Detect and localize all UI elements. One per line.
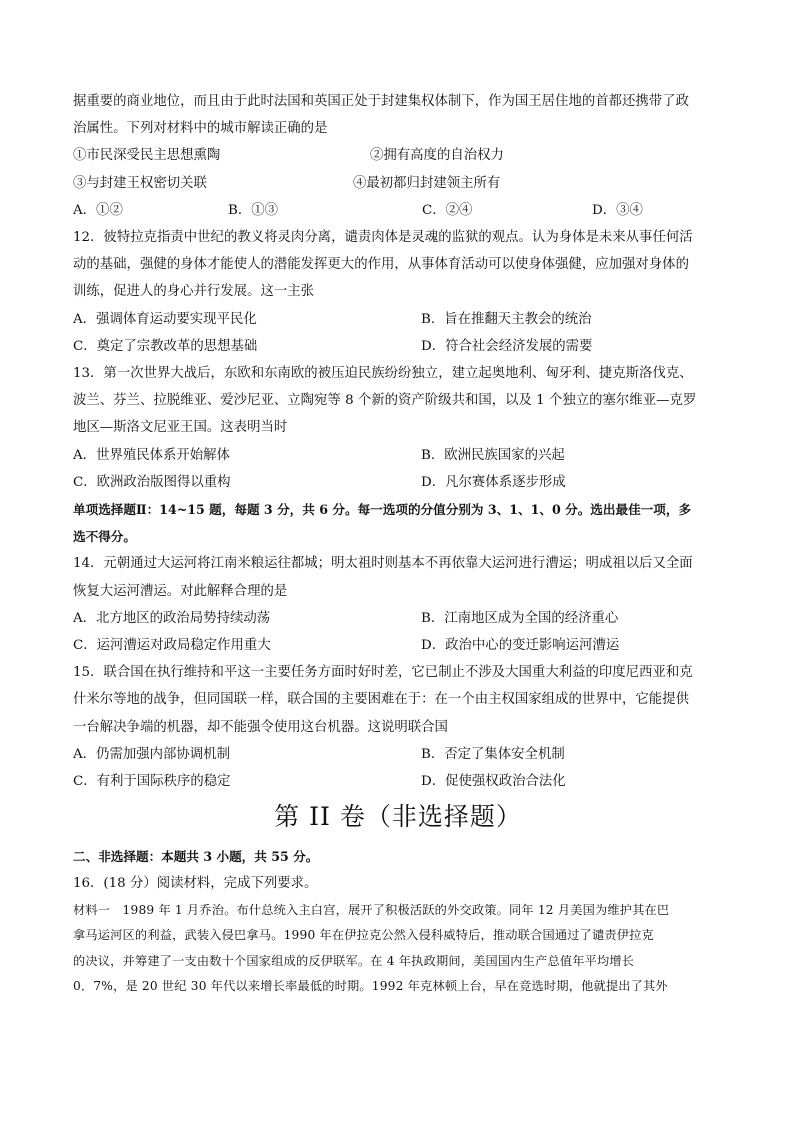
statement-row xyxy=(73,142,723,169)
options-row xyxy=(73,333,723,360)
material-line: 拿马运河区的利益，武装入侵巴拿马。1990 年在伊拉克公然入侵科威特后，推动联合国通过了谴责伊拉克 xyxy=(73,928,654,943)
option-d: D．凡尔赛体系逐步形成 xyxy=(421,474,566,490)
material-line: 的决议，并筹建了一支由数十个国家组成的反伊联军。在 4 年执政期间，美国国内生产总值年平均增长 xyxy=(73,953,635,968)
question-12 xyxy=(73,224,723,360)
question-14 xyxy=(73,550,723,659)
option-b: B．欧洲民族国家的兴起 xyxy=(421,447,565,463)
option-a: A．仍需加强内部协调机制 xyxy=(73,746,230,762)
options-row xyxy=(73,469,723,496)
statement-2: ②拥有高度的自治权力 xyxy=(370,148,504,164)
question-stem-line: 地区—斯洛文尼亚王国。这表明当时 xyxy=(73,420,288,436)
question-stem-line: 13．第一次世界大战后，东欧和东南欧的被压迫民族纷纷独立，建立起奥地利、匈牙利、捷克斯洛伐克、 xyxy=(73,365,693,381)
question-stem-line: 训练，促进人的身心并行发展。这一主张 xyxy=(73,284,315,300)
material-line: 材料一 1989 年 1 月乔治。布什总统入主白宫，展开了积极活跃的外交政策。同年 12 月美国为维护其在巴 xyxy=(73,902,670,917)
question-stem-line: 一台解决争端的机器，却不能强令使用这台机器。这说明联合国 xyxy=(73,719,448,735)
question-stem-line: 15．联合国在执行维持和平这一主要任务方面时好时差，它已制止不涉及大国重大利益的印度尼西亚和克 xyxy=(73,665,693,681)
option-d: D．政治中心的变迁影响运河漕运 xyxy=(421,637,620,653)
option-c: C．欧洲政治版图得以重构 xyxy=(73,474,231,490)
option-d: D．促使强权政治合法化 xyxy=(421,773,566,789)
question-stem-line: 12．彼特拉克指责中世纪的教义将灵肉分离，谴责肉体是灵魂的监狱的观点。认为身体是未来从事任何活 xyxy=(73,229,693,245)
option-c: C．②④ xyxy=(422,202,473,218)
part-2-title: 第 II 卷（非选择题） xyxy=(274,802,522,832)
option-d: D．③④ xyxy=(592,202,643,218)
option-d: D．符合社会经济发展的需要 xyxy=(421,338,593,354)
material-line: 0．7%，是 20 世纪 30 年代以来增长率最低的时期。1992 年克林顿上台，早在竞选时期，他就提出了其外 xyxy=(73,979,668,994)
exam-page xyxy=(73,88,723,1000)
material-1 xyxy=(73,898,723,1000)
options-row xyxy=(73,768,723,795)
section-2-instructions xyxy=(73,496,723,550)
question-stem-line: 治属性。下列对材料中的城市解读正确的是 xyxy=(73,121,328,137)
option-b: B．江南地区成为全国的经济重心 xyxy=(421,610,619,626)
statement-row xyxy=(73,170,723,197)
question-15 xyxy=(73,659,723,795)
option-a: A．世界殖民体系开始解体 xyxy=(73,447,230,463)
option-a: A．强调体育运动要实现平民化 xyxy=(73,311,257,327)
option-c: C．运河漕运对政局稳定作用重大 xyxy=(73,637,271,653)
statement-4: ④最初都归封建领主所有 xyxy=(353,175,501,191)
question-stem-line: 波兰、芬兰、拉脱维亚、爱沙尼亚、立陶宛等 8 个新的资产阶级共和国，以及 1 个独立的塞尔维亚—克罗 xyxy=(73,393,697,409)
question-11 xyxy=(73,88,723,224)
option-a: A．北方地区的政治局势持续动荡 xyxy=(73,610,271,626)
option-c: C．奠定了宗教改革的思想基础 xyxy=(73,338,258,354)
options-row xyxy=(73,605,723,632)
part-2-header: 二、非选择题：本题共 3 小题，共 55 分。 xyxy=(73,849,319,865)
question-stem-line: 14．元朝通过大运河将江南米粮运往都城；明太祖时则基本不再依靠大运河进行漕运；明成祖以后又全面 xyxy=(73,556,693,572)
question-stem-line: 恢复大运河漕运。对此解释合理的是 xyxy=(73,583,288,599)
section-header-line: 选不得分。 xyxy=(73,529,136,545)
option-a: A．①② xyxy=(73,202,123,218)
section-header-line: 单项选择题Ⅱ：14~15 题，每题 3 分，共 6 分。每一选项的分值分别为 3、1、1、0 分。选出最佳一项，多 xyxy=(73,501,692,517)
options-row xyxy=(73,442,723,469)
option-b: B．①③ xyxy=(228,202,279,218)
question-13 xyxy=(73,360,723,496)
statement-1: ①市民深受民主思想熏陶 xyxy=(73,148,221,164)
options-row xyxy=(73,306,723,333)
question-16-title: 16．(18 分）阅读材料，完成下列要求。 xyxy=(73,876,318,892)
option-c: C．有利于国际秩序的稳定 xyxy=(73,773,231,789)
options-row xyxy=(73,741,723,768)
option-b: B．否定了集体安全机制 xyxy=(421,746,565,762)
option-b: B．旨在推翻天主教会的统治 xyxy=(421,311,592,327)
question-stem-line: 什米尔等地的战争，但同国联一样，联合国的主要困难在于：在一个由主权国家组成的世界中，它能提供 xyxy=(73,692,689,708)
question-stem-line: 动的基础，强健的身体才能使人的潜能发挥更大的作用，从事体育活动可以使身体强健，应加强对身体的 xyxy=(73,257,689,273)
options-row xyxy=(73,632,723,659)
question-stem-line: 据重要的商业地位，而且由于此时法国和英国正处于封建集权体制下，作为国王居住地的首都还携带了政 xyxy=(73,94,689,109)
options-row xyxy=(73,197,723,224)
statement-3: ③与封建王权密切关联 xyxy=(73,175,207,191)
